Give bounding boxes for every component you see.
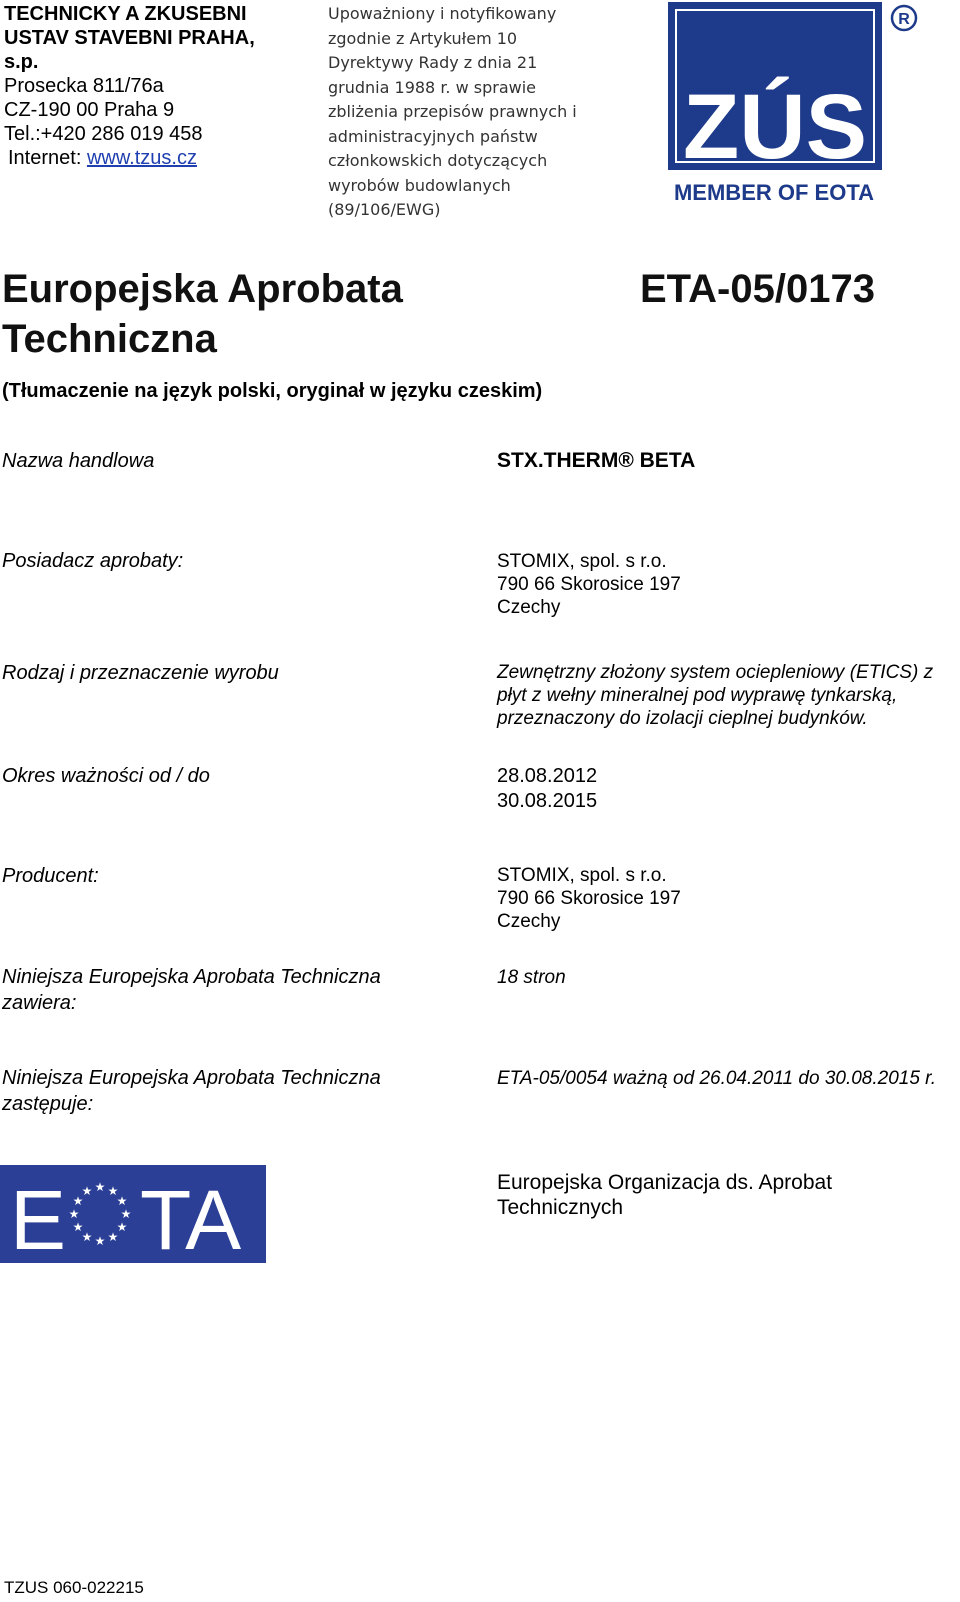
product-line: Zewnętrzny złożony system ociepleniowy (ETICS) z (497, 662, 934, 683)
mandate-line: grudnia 1988 r. w sprawie (328, 77, 537, 97)
validity-value (497, 764, 597, 814)
producer-country: Czechy (497, 911, 561, 932)
replaces-label-line2: zastępuje: (2, 1093, 94, 1115)
issuer-name-line2: USTAV STAVEBNI PRAHA, (4, 27, 255, 49)
svg-text:★: ★ (94, 1234, 106, 1248)
svg-text:★: ★ (107, 1184, 119, 1198)
contains-label (2, 964, 381, 1016)
title-line2: Techniczna (2, 317, 217, 361)
contains-label-line2: zawiera: (2, 992, 77, 1014)
svg-text:★: ★ (81, 1184, 93, 1198)
product-label: Rodzaj i przeznaczenie wyrobu (2, 662, 279, 684)
internet-label: Internet: (8, 147, 87, 169)
producer-address: 790 66 Skorosice 197 (497, 888, 681, 909)
zus-logo-text: ZÚS (683, 76, 867, 178)
producer-company: STOMIX, spol. s r.o. (497, 865, 667, 886)
document-title (2, 264, 403, 364)
svg-text:★: ★ (81, 1230, 93, 1244)
mandate-line: Upoważniony i notyfikowany (328, 4, 557, 23)
svg-text:★: ★ (94, 1180, 106, 1194)
validity-label: Okres ważności od / do (2, 765, 210, 787)
validity-from: 28.08.2012 (497, 765, 598, 787)
mandate-line: zgodnie z Artykułem 10 (328, 28, 518, 48)
issuer-name-line3: s.p. (4, 51, 39, 73)
title-line1: Europejska Aprobata (2, 267, 403, 311)
issuer-address-street: Prosecka 811/76a (4, 75, 164, 97)
product-line: przeznaczony do izolacji cieplnej budynków. (497, 708, 868, 729)
holder-company: STOMIX, spol. s r.o. (497, 551, 667, 572)
translation-note: (Tłumaczenie na język polski, oryginał w języku czeskim) (2, 380, 543, 402)
eota-organization (497, 1170, 832, 1220)
replaces-label-line1: Niniejsza Europejska Aprobata Techniczna (2, 1067, 381, 1089)
issuer-address-city: CZ-190 00 Praha 9 (4, 99, 175, 121)
eota-letter-e: E (10, 1173, 67, 1263)
mandate-line: administracyjnych państw (328, 126, 538, 146)
mandate-line: wyrobów budowlanych (328, 175, 511, 195)
registered-mark: R (898, 11, 910, 28)
mandate-line: Dyrektywy Rady z dnia 21 (328, 53, 538, 72)
mandate-line: członkowskich dotyczących (328, 151, 548, 170)
trade-name-label: Nazwa handlowa (2, 450, 155, 472)
zus-member-text: MEMBER OF EOTA (673, 180, 875, 205)
holder-value (497, 550, 681, 619)
validity-to: 30.08.2015 (497, 790, 598, 812)
svg-text:★: ★ (72, 1194, 84, 1208)
eota-logo (0, 1165, 266, 1263)
holder-address: 790 66 Skorosice 197 (497, 574, 681, 595)
website-link[interactable]: www.tzus.cz (86, 147, 197, 169)
svg-text:★: ★ (116, 1220, 128, 1234)
producer-value (497, 864, 681, 933)
mandate-statement (328, 2, 628, 223)
svg-text:★: ★ (120, 1207, 132, 1221)
zus-logo (668, 2, 924, 210)
holder-label: Posiadacz aprobaty: (2, 550, 184, 572)
holder-country: Czechy (497, 597, 561, 618)
eota-letters-ta: TA (140, 1173, 242, 1263)
trade-name-value: STX.THERM® BETA (497, 449, 696, 472)
issuer-block (4, 2, 304, 170)
eota-org-line1: Europejska Organizacja ds. Aprobat (497, 1171, 833, 1194)
svg-text:★: ★ (107, 1230, 119, 1244)
contains-value: 18 stron (497, 967, 566, 988)
product-value (497, 661, 933, 730)
issuer-phone: Tel.:+420 286 019 458 (4, 123, 203, 145)
issuer-internet (4, 146, 304, 170)
mandate-line: (89/106/EWG) (328, 200, 441, 219)
document-code: TZUS 060-022215 (4, 1578, 144, 1597)
svg-text:★: ★ (116, 1194, 128, 1208)
approval-number: ETA-05/0173 (640, 267, 875, 311)
svg-text:★: ★ (72, 1220, 84, 1234)
replaces-value: ETA-05/0054 ważną od 26.04.2011 do 30.08.2015 r. (497, 1068, 937, 1089)
contains-label-line1: Niniejsza Europejska Aprobata Techniczna (2, 966, 381, 988)
product-line: płyt z wełny mineralnej pod wyprawę tynkarską, (497, 685, 898, 706)
mandate-line: zbliżenia przepisów prawnych i (328, 102, 577, 121)
svg-text:★: ★ (68, 1207, 80, 1221)
replaces-label (2, 1065, 381, 1117)
issuer-name-line1: TECHNICKY A ZKUSEBNI (4, 3, 247, 25)
producer-label: Producent: (2, 865, 99, 887)
eota-org-line2: Technicznych (497, 1196, 624, 1219)
